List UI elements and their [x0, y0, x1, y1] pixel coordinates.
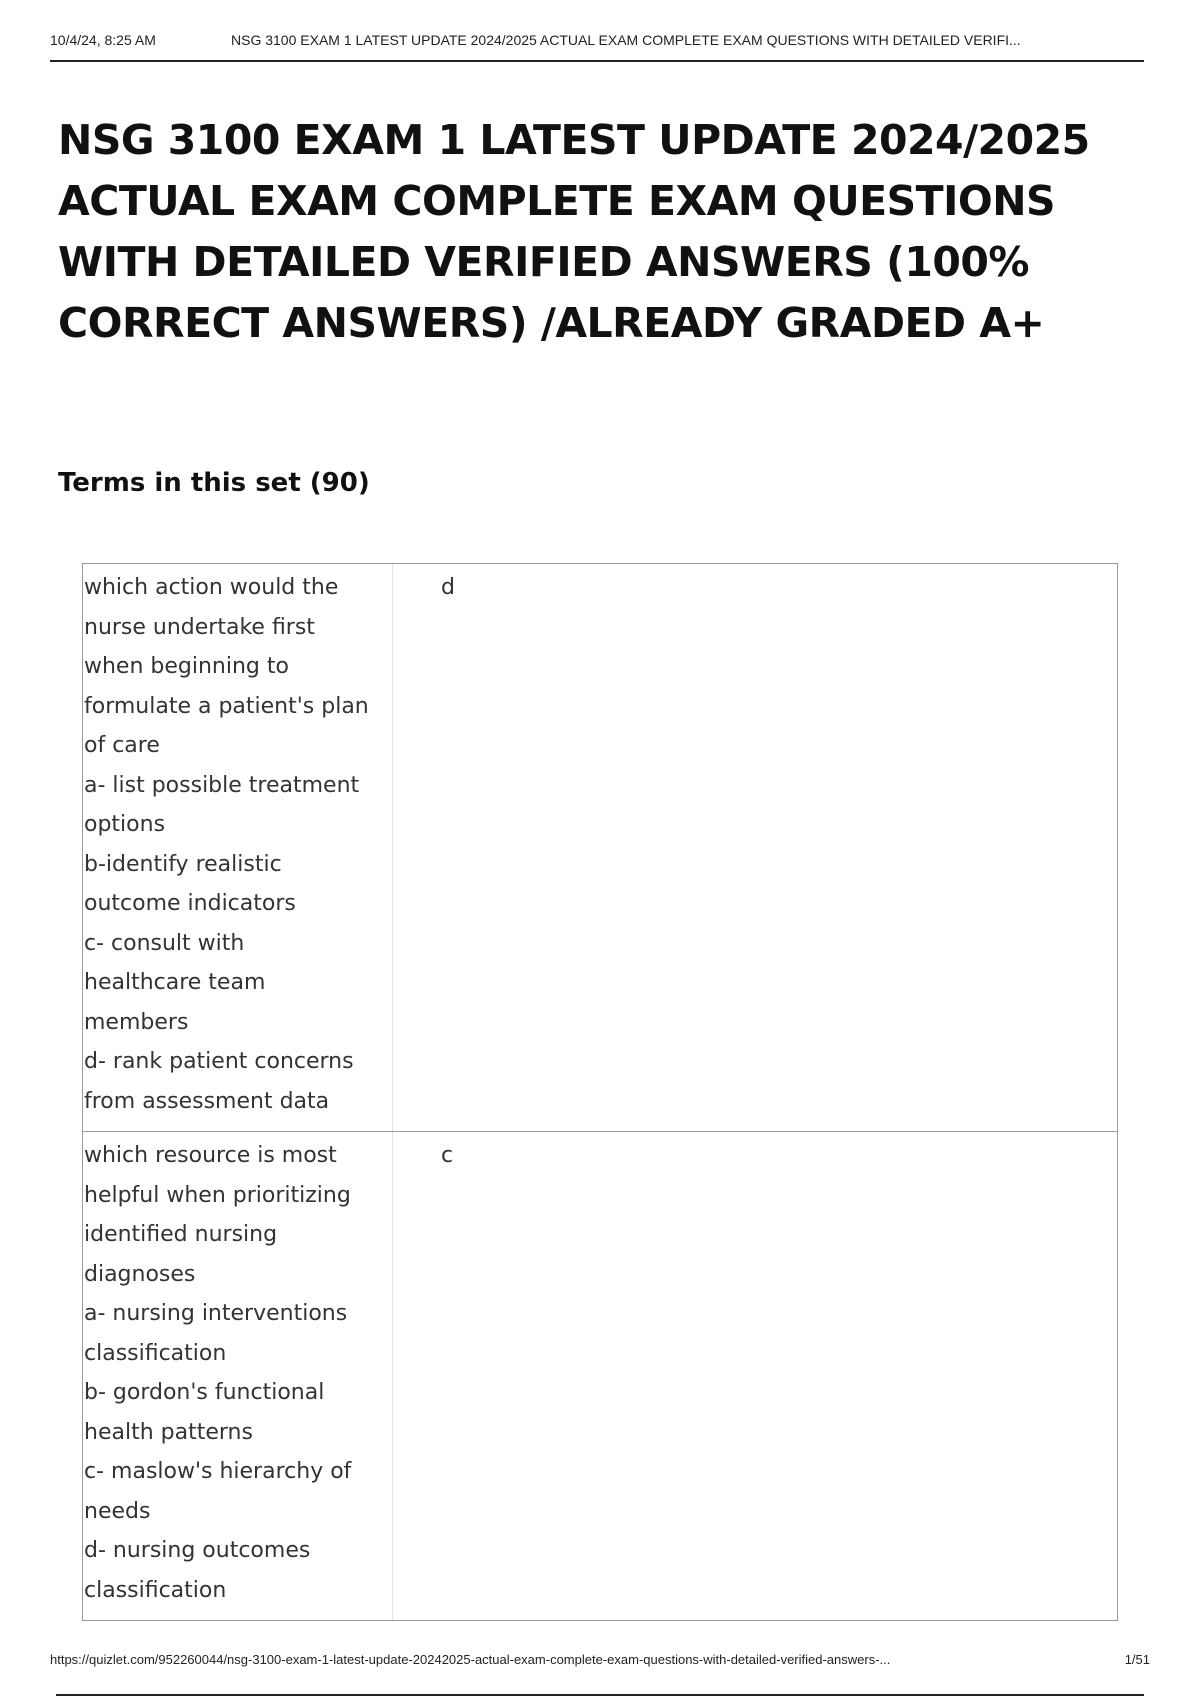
print-date: 10/4/24, 8:25 AM — [50, 32, 156, 48]
page-url: https://quizlet.com/952260044/nsg-3100-exam-1-latest-update-20242025-actual-exam-complete-exam-questions-with-detailed-verified-answers-... — [50, 1652, 891, 1667]
print-header — [50, 30, 1144, 62]
term-row — [83, 564, 1117, 1131]
term-text: which action would the nurse undertake first when beginning to formulate a patient's plan of care a- list possible treatment options b-identify realistic outcome indicators c- consult with healthcare team members d- rank patient concerns from assessment data — [83, 564, 393, 1131]
definition-text: d — [441, 575, 455, 600]
page-title: NSG 3100 EXAM 1 LATEST UPDATE 2024/2025 ACTUAL EXAM COMPLETE EXAM QUESTIONS WITH DETAILED VERIFIED ANSWERS (100% CORRECT ANSWERS) /ALREADY GRADED A+ — [58, 116, 1090, 347]
terms-table — [82, 563, 1118, 1621]
terms-heading: Terms in this set (90) — [58, 468, 370, 498]
page-number: 1/51 — [1124, 1652, 1150, 1667]
term-row — [83, 1131, 1117, 1620]
print-footer — [50, 1648, 1150, 1696]
footer-divider — [56, 1694, 1144, 1696]
print-document-title: NSG 3100 EXAM 1 LATEST UPDATE 2024/2025 ACTUAL EXAM COMPLETE EXAM QUESTIONS WITH DETAILED VERIFI... — [231, 32, 1021, 48]
term-text: which resource is most helpful when prioritizing identified nursing diagnoses a- nursing interventions classification b- gordon's functional health patterns c- maslow's hierarchy of needs d- nursing outcomes classification — [83, 1132, 393, 1620]
definition-text: c — [441, 1143, 454, 1168]
